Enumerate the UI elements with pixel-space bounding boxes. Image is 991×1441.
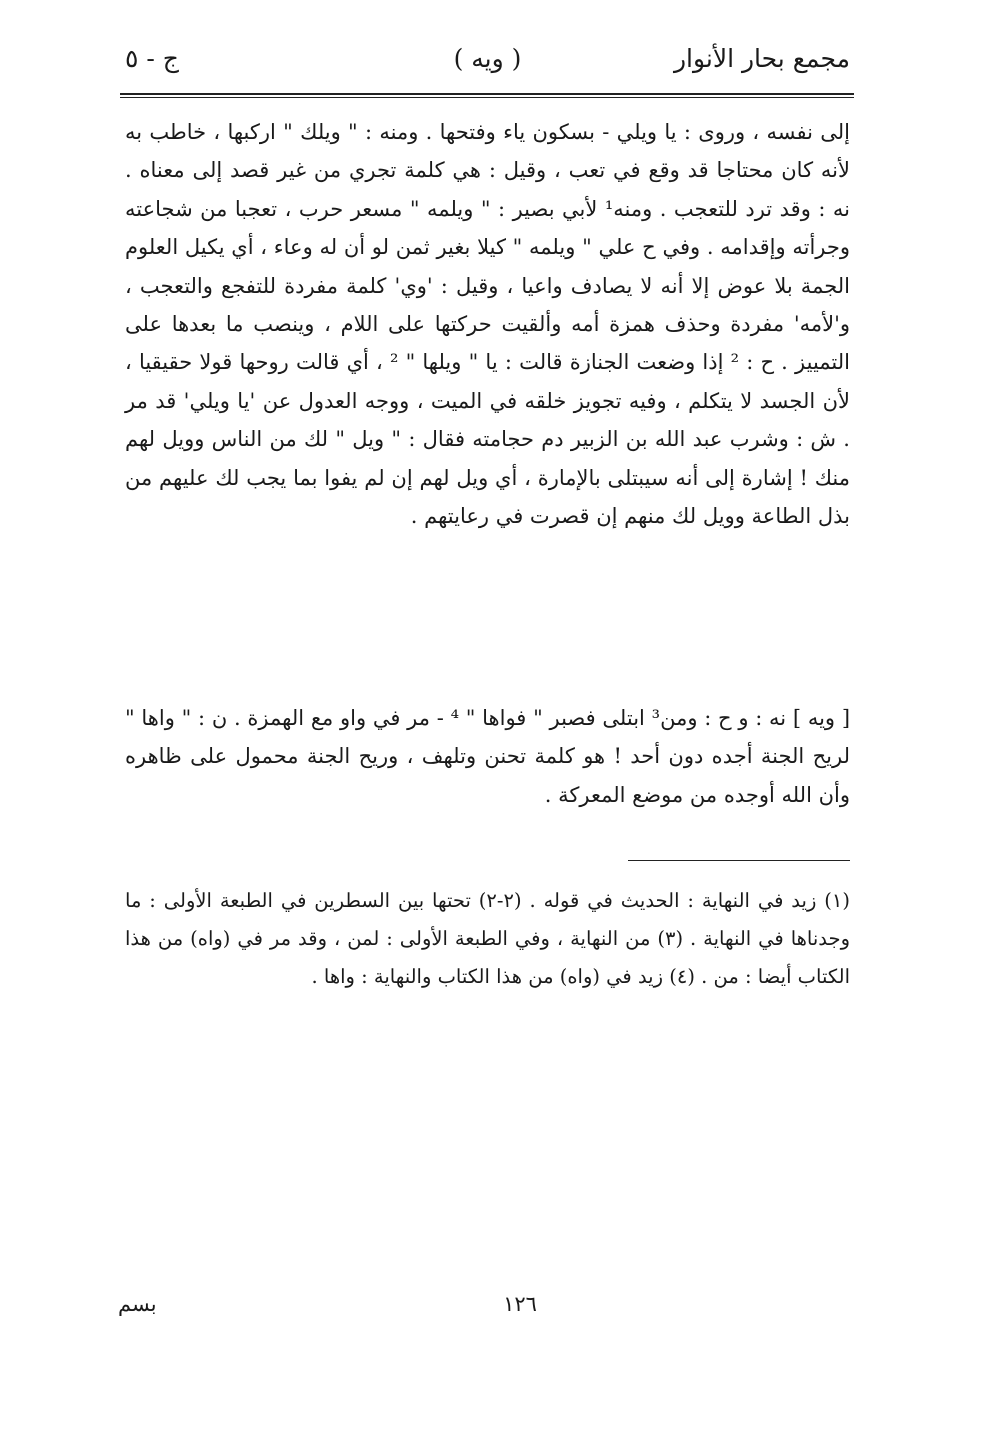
page-number: ١٢٦	[503, 1292, 537, 1316]
body-paragraph-2: [ ويه ] نه : و ح : ومن³ ابتلى فصبر " فواها " ⁴ - مر في واو مع الهمزة . ن : " واها " لريح الجنة أجده دون أحد ! هو كلمة تحنن وتلهف ، وريح الجنة محمول على ظاهره وأن الله أوجده من موضع المعركة .	[125, 706, 851, 807]
footnote-separator	[628, 860, 850, 861]
book-title: مجمع بحار الأنوار	[673, 44, 850, 73]
signature-mark: بسم	[118, 1292, 157, 1316]
entry-heading: ( ويه )	[453, 44, 522, 73]
header-rule-thin	[120, 97, 854, 98]
header-rule-thick	[120, 93, 854, 95]
volume-number: ج - ٥	[125, 44, 179, 73]
footnotes: (١) زيد في النهاية : الحديث في قوله . (٢-٢) تحتها بين السطرين في الطبعة الأولى : ما وجدناها في النهاية . (٣) من النهاية ، وفي الطبعة الأولى : لمن ، وقد مر في (واه) من هذا الكتاب أيضا : من . (٤) زيد في (واه) من هذا الكتاب والنهاية : واها .	[125, 889, 851, 988]
body-paragraph-1: إلى نفسه ، وروى : يا ويلي - بسكون ياء وفتحها . ومنه : " ويلك " اركبها ، خاطب به لأنه كان محتاجا قد وقع في تعب ، وقيل : هي كلمة تجري من غير قصد إلى معناه . نه : وقد ترد للتعجب . ومنه¹ لأبي بصير : " ويلمه " مسعر حرب ، تعجبا من شجاعته وجرأته وإقدامه . وفي ح علي " ويلمه " كيلا بغير ثمن لو أن له وعاء ، أي يكيل العلوم الجمة بلا عوض إلا أنه لا يصادف واعيا ، وقيل : 'وي' كلمة مفردة للتفجع والتعجب ، و'لأمه' مفردة وحذف همزة أمه وألقيت حركتها على اللام ، وينصب ما بعدها على التمييز . ح : ² إذا وضعت الجنازة قالت : يا " ويلها " ² ، أي قالت روحها قولا حقيقيا ، لأن الجسد لا يتكلم ، وفيه تجويز خلقه في الميت ، ووجه العدول عن 'يا ويلي' قد مر . ش : وشرب عبد الله بن الزبير دم حجامته فقال : " ويل " لك من الناس وويل لهم منك ! إشارة إلى أنه سيبتلى بالإمارة ، أي ويل لهم إن لم يفوا بما يجب لك عليهم من بذل الطاعة وويل لك منهم إن قصرت في رعايتهم .	[125, 120, 851, 529]
running-header	[125, 40, 850, 84]
